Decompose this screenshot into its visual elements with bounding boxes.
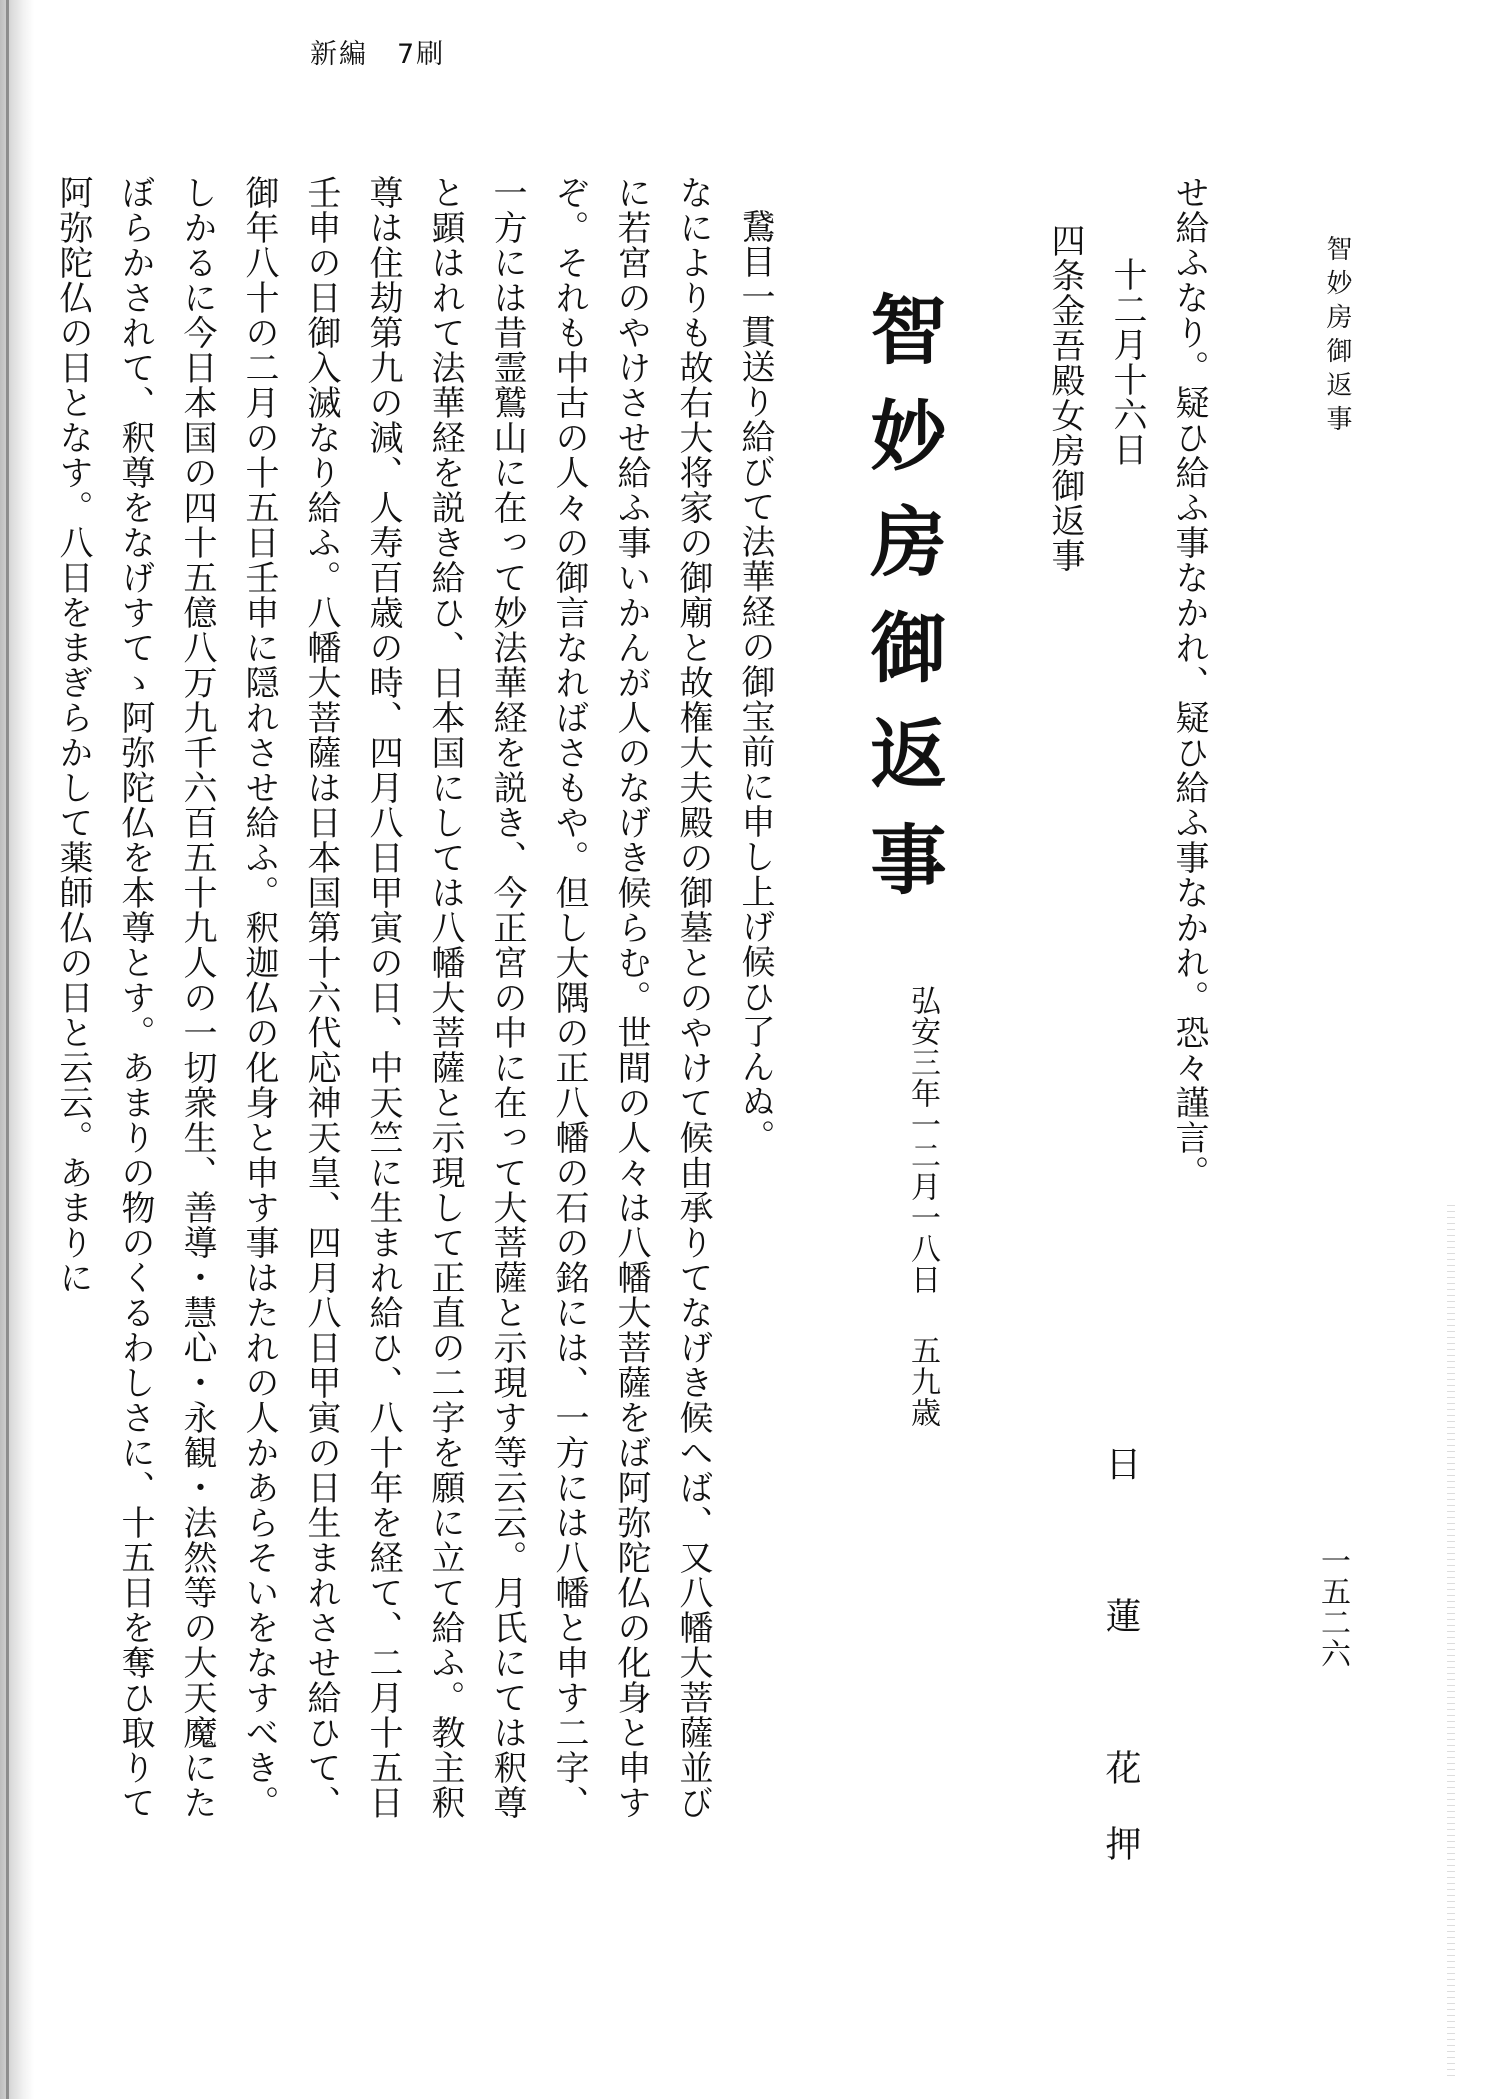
binding-edge: [6, 0, 9, 2099]
letter-title: 智妙房御返事: [858, 290, 947, 926]
print-stamp: 新編 7刷: [310, 39, 446, 70]
author-age: 五九歳: [905, 1335, 940, 1428]
body-paragraph-2: なによりも故右大将家の御廟と故権大夫殿の御墓とのやけて候由承りてなげき候へば、又八幡大菩薩並びに若宮のやけさせ給ふ事いかんが人のなげき候らむ。世間の人々は八幡大菩薩をば阿弥陀仏の化身と申すぞ。それも中古の人々の御言なればさもや。但し大隅の正八幡の石の銘には、一方には八幡と申す二字、一方には昔霊鷲山に在って妙法華経を説き、今正宮の中に在って大菩薩と示現す等云云。月氏にては釈尊と顕はれて法華経を説き給ひ、日本国にしては八幡大菩薩と示現して正直の二字を願に立て給ふ。教主釈尊は住劫第九の減、人寿百歳の時、四月八日甲寅の日、中天竺に生まれ給ひ、八十年を経て、二月十五日壬申の日御入滅なり給ふ。八幡大菩薩は日本国第十六代応神天皇、四月八日甲寅の日生まれさせ給ひて、御年八十の二月の十五日壬申に隠れさせ給ふ。釈迦仏の化身と申す事はたれの人かあらそいをなすべき。しかるに今日本国の四十五億八万九千六百五十九人の一切衆生、善導・慧心・永観・法然等の大天魔にたぼらかされて、釈尊をなげすてゝ阿弥陀仏を本尊とす。あまりの物のくるわしさに、十五日を奪ひ取りて阿弥陀仏の日となす。八日をまぎらかして薬師仏の日と云云。あまりに: [53, 175, 713, 1820]
scan-speckle: [1447, 1200, 1455, 2080]
composition-date-text: 弘安三年一二月一八日: [905, 985, 940, 1295]
prev-letter-signature: 日 蓮 花押: [1100, 1445, 1141, 1901]
prev-letter-closing: せ給ふなり。疑ひ給ふ事なかれ、疑ひ給ふ事なかれ。恐々謹言。: [1169, 175, 1209, 1190]
composition-date: [905, 985, 940, 1428]
prev-letter-date: 十二月十六日: [1107, 257, 1147, 467]
running-head: 智妙房御返事: [1322, 235, 1352, 439]
page-number: 一五二六: [1315, 1545, 1350, 1669]
prev-letter-recipient: 四条金吾殿女房御返事: [1045, 223, 1085, 573]
main-text: [53, 175, 1220, 1835]
body-paragraph-1: 鵞目一貫送り給びて法華経の御宝前に申し上げ候ひ了んぬ。: [735, 209, 775, 1154]
